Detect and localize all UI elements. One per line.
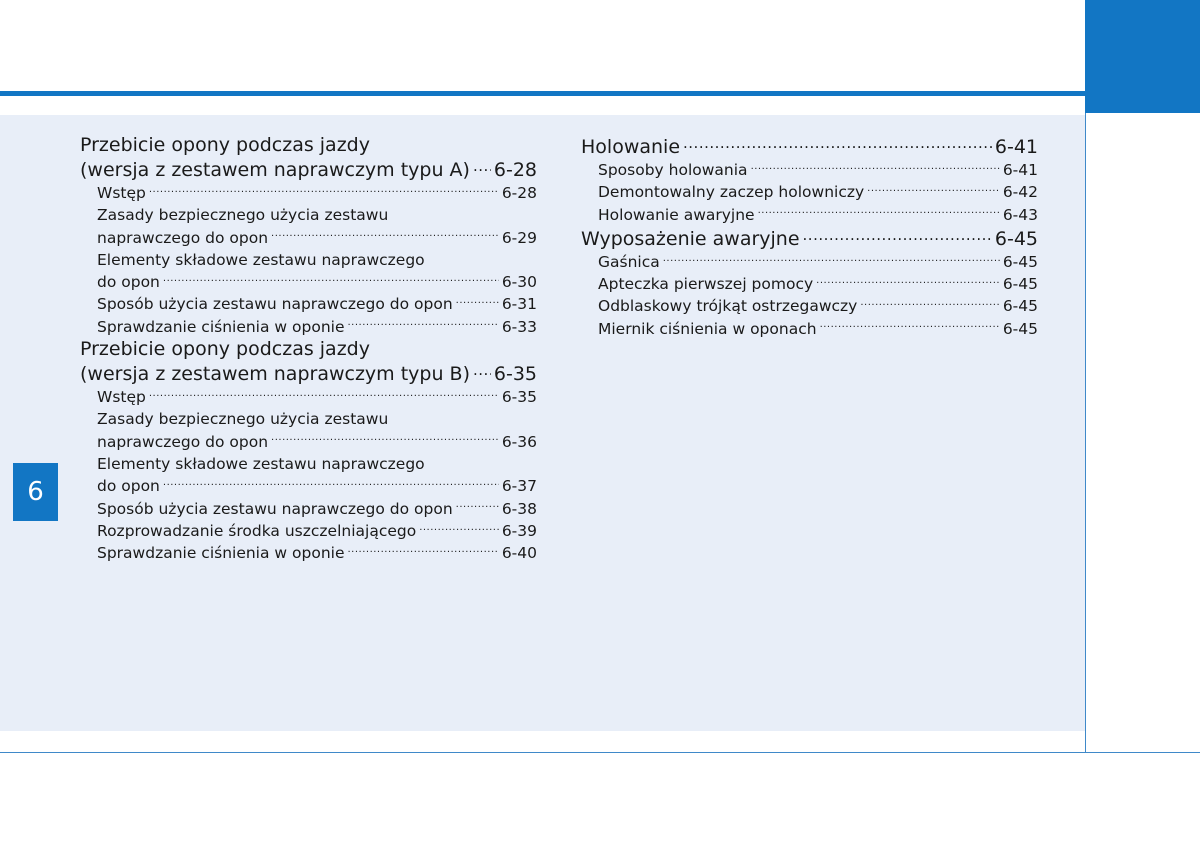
entry-row	[97, 293, 537, 315]
page-number: 6-42	[1002, 183, 1038, 202]
dot-leader	[751, 160, 1000, 176]
toc-entry[interactable]	[581, 204, 1038, 226]
toc-entry[interactable]	[80, 293, 537, 315]
toc-entry[interactable]	[581, 159, 1038, 181]
entry-text-line: (wersja z zestawem naprawczym typu A)	[80, 159, 470, 181]
toc-section-heading[interactable]	[581, 226, 1038, 251]
entry-text-line: Elementy składowe zestawu naprawczego	[97, 250, 425, 269]
toc-section-heading[interactable]	[581, 134, 1038, 159]
margin-divider	[1085, 113, 1086, 753]
dot-leader	[456, 294, 499, 310]
dot-leader	[271, 227, 499, 243]
entry-row	[97, 431, 537, 453]
entry-text-line: Sposób użycia zestawu naprawczego do opon	[97, 499, 453, 518]
entry-row	[97, 316, 537, 338]
entry-text-line: Odblaskowy trójkąt ostrzegawczy	[598, 297, 858, 316]
entry-text-line: Miernik ciśnienia w oponach	[598, 319, 817, 338]
page-number: 6-45	[1002, 297, 1038, 316]
entry-text-line: Gaśnica	[598, 252, 660, 271]
entry-text-line: Wstęp	[97, 184, 146, 202]
dot-leader	[456, 498, 499, 514]
dot-leader	[663, 251, 1000, 267]
entry-text-line: Sprawdzanie ciśnienia w oponie	[97, 544, 345, 563]
dot-leader	[348, 316, 499, 332]
entry-text-line: Elementy składowe zestawu naprawczego	[97, 454, 425, 473]
entry-text-line: do opon	[97, 477, 160, 496]
page-number: 6-40	[501, 544, 537, 563]
page-number: 6-36	[501, 432, 537, 451]
dot-leader	[163, 272, 499, 288]
footer-rule	[0, 752, 1200, 753]
toc-section-heading[interactable]	[80, 338, 537, 386]
page-number: 6-43	[1002, 205, 1038, 224]
entry-text-line: Zasady bezpiecznego użycia zestawu	[97, 206, 389, 225]
toc-entry[interactable]	[80, 520, 537, 542]
page-number: 6-35	[501, 388, 537, 407]
entry-row	[598, 181, 1038, 203]
entry-row	[80, 361, 537, 386]
page-number: 6-33	[501, 317, 537, 336]
entry-row	[97, 542, 537, 564]
dot-leader	[816, 274, 1000, 290]
toc-right-column	[581, 134, 1038, 340]
page-number: 6-38	[501, 499, 537, 518]
toc-entry[interactable]	[80, 204, 537, 249]
entry-text-line: Zasady bezpiecznego użycia zestawu	[97, 410, 389, 429]
entry-row	[598, 159, 1038, 181]
page-number: 6-41	[1002, 161, 1038, 179]
toc-entry[interactable]	[581, 181, 1038, 203]
toc-entry[interactable]	[80, 542, 537, 564]
header-rule	[0, 91, 1085, 96]
dot-leader	[473, 157, 491, 176]
entry-row	[97, 386, 537, 408]
toc-entry[interactable]	[581, 273, 1038, 295]
entry-text-line: Demontowalny zaczep holowniczy	[598, 183, 865, 202]
toc-entry[interactable]	[80, 453, 537, 498]
toc-entry[interactable]	[80, 498, 537, 520]
toc-entry[interactable]	[80, 182, 537, 204]
entry-row	[97, 498, 537, 520]
entry-row	[97, 227, 537, 249]
page-number: 6-45	[994, 227, 1038, 250]
toc-entry[interactable]	[581, 295, 1038, 317]
toc-entry[interactable]	[80, 386, 537, 408]
page-number: 6-31	[501, 295, 537, 314]
dot-leader	[473, 361, 491, 380]
page-number: 6-28	[501, 184, 537, 202]
page-number: 6-39	[501, 521, 537, 540]
entry-row	[598, 295, 1038, 317]
entry-row	[581, 226, 1038, 251]
page-number: 6-45	[1002, 252, 1038, 271]
chapter-tab[interactable]: 6	[13, 463, 58, 521]
entry-text-line: Przebicie opony podczas jazdy	[80, 338, 370, 361]
corner-color-block	[1085, 0, 1200, 113]
dot-leader	[683, 134, 992, 153]
entry-row	[97, 475, 537, 497]
dot-leader	[803, 226, 992, 245]
dot-leader	[149, 183, 499, 199]
dot-leader	[271, 431, 499, 447]
page-number: 6-30	[501, 273, 537, 292]
page-number: 6-37	[501, 477, 537, 496]
entry-row	[598, 273, 1038, 295]
entry-row	[598, 318, 1038, 340]
entry-text-line: naprawczego do opon	[97, 432, 269, 451]
toc-entry[interactable]	[80, 408, 537, 453]
toc-section-heading[interactable]	[80, 134, 537, 182]
entry-text-line: Apteczka pierwszej pomocy	[598, 275, 814, 294]
entry-text-line: Sposób użycia zestawu naprawczego do opon	[97, 295, 453, 314]
entry-text-line: Wyposażenie awaryjne	[581, 227, 800, 250]
page-number: 6-45	[1002, 319, 1038, 338]
entry-row	[598, 204, 1038, 226]
entry-row	[80, 157, 537, 182]
entry-text-line: naprawczego do opon	[97, 228, 269, 247]
toc-entry[interactable]	[581, 251, 1038, 273]
dot-leader	[163, 476, 499, 492]
page-number: 6-41	[994, 136, 1038, 158]
page-number: 6-29	[501, 228, 537, 247]
toc-entry[interactable]	[80, 316, 537, 338]
toc-entry[interactable]	[80, 249, 537, 294]
dot-leader	[867, 182, 1000, 198]
entry-text-line: Sprawdzanie ciśnienia w oponie	[97, 317, 345, 336]
toc-entry[interactable]	[581, 318, 1038, 340]
entry-text-line: Holowanie awaryjne	[598, 205, 755, 224]
dot-leader	[860, 296, 999, 312]
entry-text-line: (wersja z zestawem naprawczym typu B)	[80, 363, 470, 386]
dot-leader	[348, 543, 499, 559]
entry-text-line: Przebicie opony podczas jazdy	[80, 134, 370, 156]
page-number: 6-35	[493, 363, 537, 386]
page-number: 6-28	[493, 159, 537, 181]
entry-row	[97, 271, 537, 293]
entry-row	[97, 182, 537, 204]
entry-row	[598, 251, 1038, 273]
entry-row	[581, 134, 1038, 159]
entry-text-line: Rozprowadzanie środka uszczelniającego	[97, 521, 417, 540]
entry-text-line: Sposoby holowania	[598, 161, 748, 179]
dot-leader	[149, 387, 499, 403]
page-number: 6-45	[1002, 275, 1038, 294]
entry-text-line: Holowanie	[581, 136, 681, 158]
dot-leader	[419, 520, 499, 536]
entry-text-line: Wstęp	[97, 388, 146, 407]
toc-left-column	[80, 134, 537, 564]
entry-row	[97, 520, 537, 542]
dot-leader	[758, 204, 1000, 220]
entry-text-line: do opon	[97, 273, 160, 292]
dot-leader	[820, 318, 1000, 334]
